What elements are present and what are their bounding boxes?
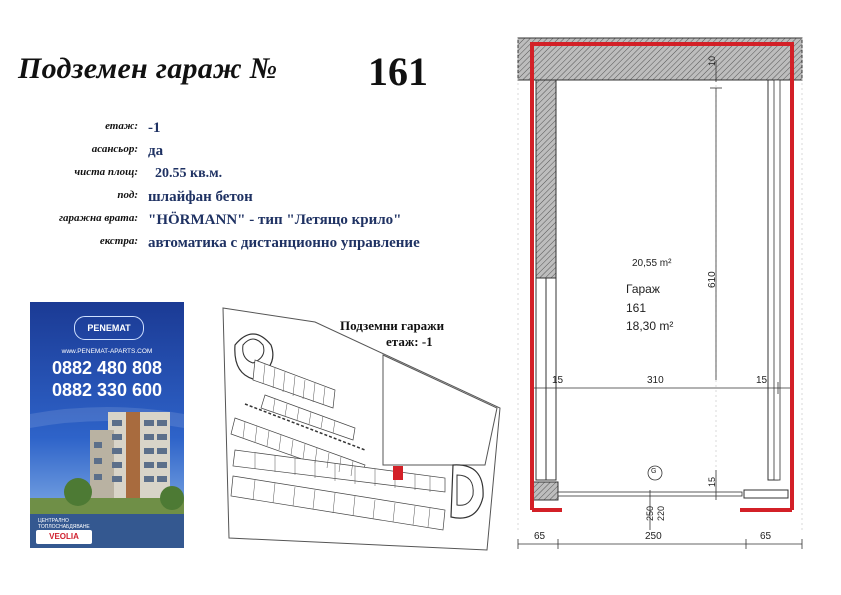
spec-value: 20.55 кв.м. [148,166,223,181]
spec-value: -1 [148,120,161,136]
banner-url[interactable]: www.PENEMAT-APARTS.COM [61,348,153,355]
dim-door-small: 15 [707,476,717,487]
veolia-logo: VEOLIA [36,530,92,544]
dim-depth: 610 [707,271,718,288]
door-marker-label: G [651,468,657,475]
spec-label: чиста площ: [74,166,138,178]
spec-label: гаражна врата: [58,212,138,224]
title-text: Подземен гараж № [18,52,278,85]
dim-bottom-left: 65 [534,531,546,542]
spec-label: под: [117,189,138,201]
dim-right-wall: 15 [756,375,768,386]
room-number-label: 161 [626,301,647,315]
floor-plan [510,30,810,550]
banner-phone-1[interactable]: 0882 480 808 [51,358,163,378]
site-plan-caption-line1: Подземни гаражи [340,318,445,333]
dim-bottom-mid: 250 [645,531,662,542]
ad-banner [30,302,184,548]
highlighted-garage[interactable] [393,466,403,480]
banner-phone-2[interactable]: 0882 330 600 [51,380,163,400]
dim-left-wall: 15 [552,375,564,386]
room-name-label: Гараж [626,282,660,296]
banner-footer-text: ЦЕНТРАЛНО ТОПЛОСНАБДЯВАНЕ [38,518,90,530]
site-plan-caption [340,318,490,350]
dim-top: 10 [707,55,717,66]
garage-highlight-outline [532,44,792,510]
room-area-label: 18,30 m² [626,319,674,333]
site-plan-caption-line2: етаж: -1 [386,334,433,349]
spec-label: асансьор: [91,143,138,155]
area-total-label: 20,55 m² [632,258,672,269]
spec-value: да [148,143,164,159]
spec-value: "HÖRMANN" - тип "Летящо крило" [148,212,402,228]
door-height-a: 250 [645,505,655,521]
banner-logo: PENEMAT [74,316,144,340]
dim-inner: 310 [647,375,664,386]
spec-value: автоматика с дистанционно управление [148,235,420,251]
dim-bottom-right: 65 [760,531,772,542]
door-height-b: 220 [656,505,666,521]
garage-number: 161 [368,49,428,94]
spec-label: етаж: [105,120,138,132]
spec-label: екстра: [99,235,138,247]
spec-value: шлайфан бетон [148,189,253,205]
